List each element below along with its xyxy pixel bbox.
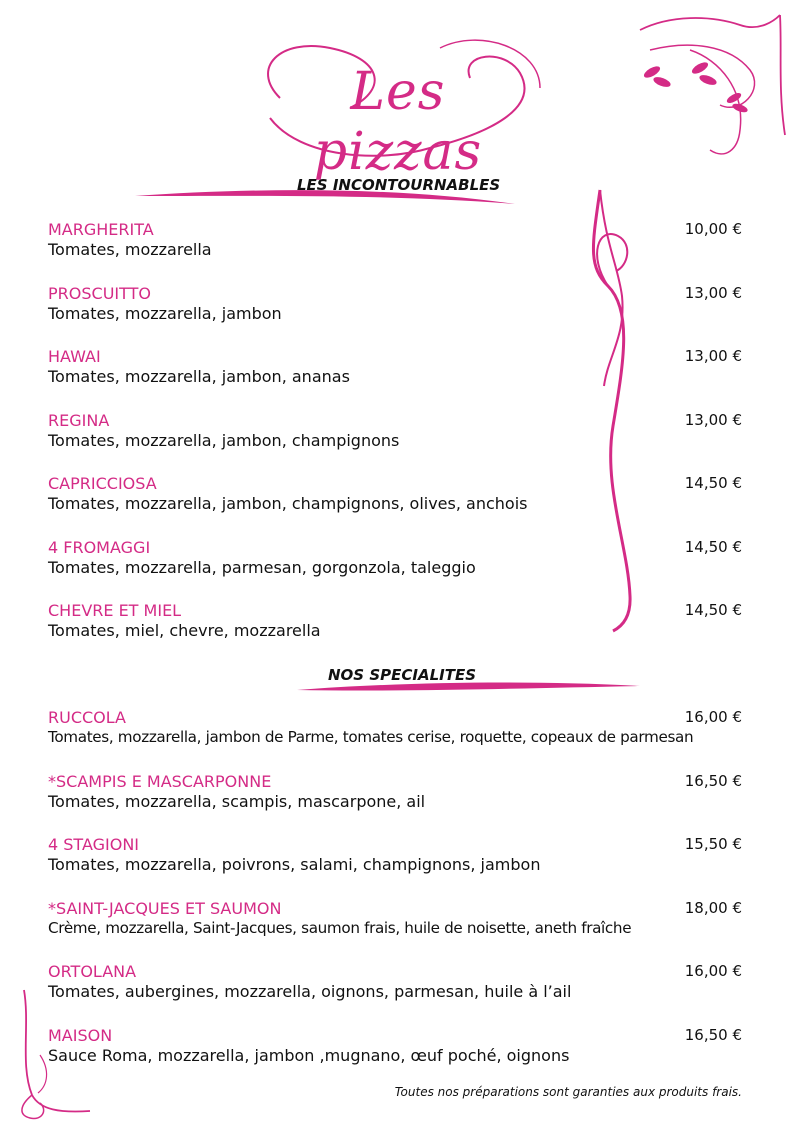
item-name: CAPRICCIOSA	[48, 474, 157, 493]
item-name: *SAINT-JACQUES ET SAUMON	[48, 898, 282, 918]
item-price: 15,50 €	[684, 835, 742, 853]
section-title-incontournables: LES INCONTOURNABLES	[297, 176, 501, 194]
item-name: HAWAI	[48, 347, 101, 366]
item-price: 10,00 €	[684, 220, 742, 238]
item-description: Tomates, mozzarella, jambon, ananas	[48, 367, 350, 386]
item-name: CHEVRE ET MIEL	[48, 601, 182, 620]
list-item	[48, 220, 742, 284]
section-title-specialites: NOS SPECIALITES	[328, 666, 476, 684]
list-item	[48, 835, 742, 899]
item-description: Tomates, miel, chevre, mozzarella	[48, 621, 321, 640]
section-specialites	[48, 708, 742, 1089]
item-price: 14,50 €	[684, 474, 742, 492]
item-price: 14,50 €	[684, 601, 742, 619]
item-name: *SCAMPIS E MASCARPONNE	[48, 771, 272, 791]
item-price: 13,00 €	[684, 283, 742, 302]
list-item	[48, 538, 742, 602]
corner-ornament-top-right	[630, 10, 790, 160]
list-item	[48, 347, 742, 411]
item-price: 16,50 €	[684, 771, 742, 790]
list-item	[48, 411, 742, 475]
item-description: Tomates, mozzarella, scampis, mascarpone, ail	[48, 791, 426, 811]
item-description: Tomates, mozzarella, poivrons, salami, champignons, jambon	[48, 855, 541, 874]
item-description: Sauce Roma, mozzarella, jambon ,mugnano, œuf poché, oignons	[48, 1045, 570, 1065]
item-description: Tomates, mozzarella, jambon, champignons, olives, anchois	[48, 494, 528, 513]
item-name: REGINA	[48, 410, 110, 430]
item-price: 16,00 €	[684, 708, 742, 726]
item-name: MARGHERITA	[48, 220, 154, 239]
list-item	[48, 284, 742, 348]
list-item	[48, 601, 742, 665]
item-price: 13,00 €	[684, 347, 742, 365]
list-item	[48, 962, 742, 1026]
list-item	[48, 708, 742, 772]
item-description: Tomates, aubergines, mozzarella, oignons, parmesan, huile à l’ail	[48, 982, 572, 1001]
item-description: Tomates, mozzarella, jambon, champignons	[48, 430, 400, 450]
section-incontournables	[48, 220, 742, 665]
footer-note: Toutes nos préparations sont garanties aux produits frais.	[394, 1085, 742, 1099]
item-name: MAISON	[48, 1025, 113, 1045]
item-description: Tomates, mozzarella, jambon	[48, 303, 282, 323]
item-price: 16,50 €	[684, 1025, 742, 1044]
item-price: 13,00 €	[684, 410, 742, 429]
item-description: Tomates, mozzarella	[48, 240, 212, 259]
item-description: Tomates, mozzarella, jambon de Parme, tomates cerise, roquette, copeaux de parmesan	[48, 728, 694, 746]
item-name: PROSCUITTO	[48, 283, 151, 303]
item-name: RUCCOLA	[48, 708, 126, 727]
item-name: 4 STAGIONI	[48, 835, 140, 854]
corner-ornament-bottom-left	[10, 985, 100, 1125]
list-item	[48, 899, 742, 963]
page-title: Les pizzas	[313, 62, 483, 182]
item-price: 16,00 €	[684, 962, 742, 980]
item-price: 14,50 €	[684, 537, 742, 556]
list-item	[48, 1026, 742, 1090]
list-item	[48, 474, 742, 538]
item-name: 4 FROMAGGI	[48, 537, 151, 557]
item-price: 18,00 €	[684, 898, 742, 917]
item-description: Tomates, mozzarella, parmesan, gorgonzola, taleggio	[48, 557, 476, 577]
list-item	[48, 772, 742, 836]
item-name: ORTOLANA	[48, 962, 137, 981]
item-description: Crème, mozzarella, Saint-Jacques, saumon frais, huile de noisette, aneth fraîche	[48, 918, 632, 937]
